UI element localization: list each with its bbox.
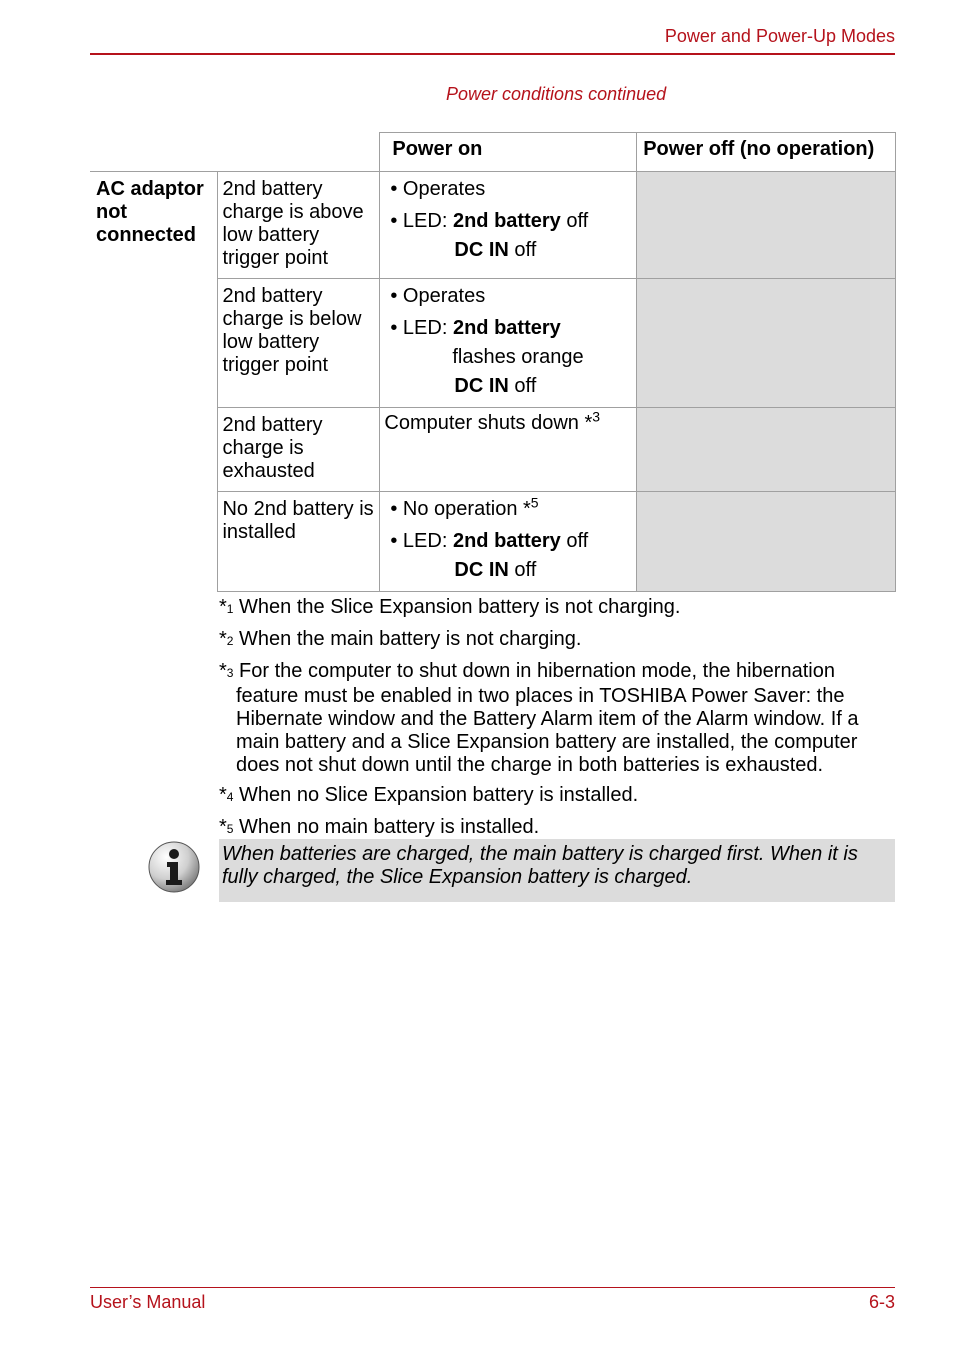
power-off-cell	[637, 172, 896, 279]
page-number: 6-3	[868, 1292, 895, 1312]
led-line: • LED: 2nd battery	[390, 317, 561, 339]
running-header-title: Power and Power-Up Modes	[664, 26, 895, 46]
power-off-cell	[637, 279, 896, 408]
condition-cell: No 2nd battery is installed	[218, 492, 380, 592]
footnote: *5 When no main battery is installed.	[219, 816, 540, 838]
column-header-power-on: Power on	[380, 133, 637, 172]
condition-cell: 2nd battery charge is below low battery trigger point	[218, 279, 380, 408]
dcin-line: DC IN off	[454, 375, 537, 397]
empty-header-cell	[90, 133, 218, 172]
table-caption: Power conditions continued	[446, 84, 667, 104]
footnote: *4 When no Slice Expansion battery is installed.	[219, 784, 639, 806]
power-on-cell	[380, 492, 637, 592]
power-conditions-table	[90, 132, 896, 592]
footnote: *3 For the computer to shut down in hibernation mode, the hibernation feature must be enabled in two places in TOSHIBA Power Saver: the Hibernate window and the Battery Alarm item of the Alarm window. If a main battery and a Slice Expansion battery are installed, the computer does not shut down until the charge in both batteries is exhausted.	[219, 660, 859, 776]
led-state-line: flashes orange	[452, 346, 584, 368]
state-line: • Operates	[390, 178, 486, 200]
dcin-line: DC IN off	[454, 559, 537, 581]
power-on-cell	[380, 279, 637, 408]
header-rule	[90, 53, 895, 55]
power-on-cell	[380, 172, 637, 279]
footer-rule	[90, 1287, 895, 1288]
footer-manual-title: User’s Manual	[90, 1292, 206, 1312]
footnote: *2 When the main battery is not charging.	[219, 628, 582, 650]
condition-cell: 2nd battery charge is exhausted	[218, 408, 380, 492]
power-off-cell	[637, 492, 896, 592]
led-line: • LED: 2nd battery off	[390, 210, 589, 232]
group-label-ac-adaptor: AC adaptor not connected	[90, 172, 218, 592]
note-box: When batteries are charged, the main battery is charged first. When it is fully charged, the Slice Expansion battery is charged.	[219, 839, 895, 902]
state-line: • Operates	[390, 285, 486, 307]
state-line: • No operation *$^5$	[390, 494, 539, 520]
column-header-power-off: Power off (no operation)	[637, 133, 896, 172]
power-on-cell: Computer shuts down *$^3$	[380, 408, 637, 492]
footnotes	[219, 596, 889, 848]
power-off-cell	[637, 408, 896, 492]
table-header-row	[90, 133, 896, 172]
dcin-line: DC IN off	[454, 239, 537, 261]
led-line: • LED: 2nd battery off	[390, 530, 589, 552]
table-row	[90, 172, 896, 279]
footnote: *1 When the Slice Expansion battery is not charging.	[219, 596, 681, 618]
empty-header-cell	[218, 133, 380, 172]
condition-cell: 2nd battery charge is above low battery trigger point	[218, 172, 380, 279]
info-icon	[147, 840, 201, 894]
